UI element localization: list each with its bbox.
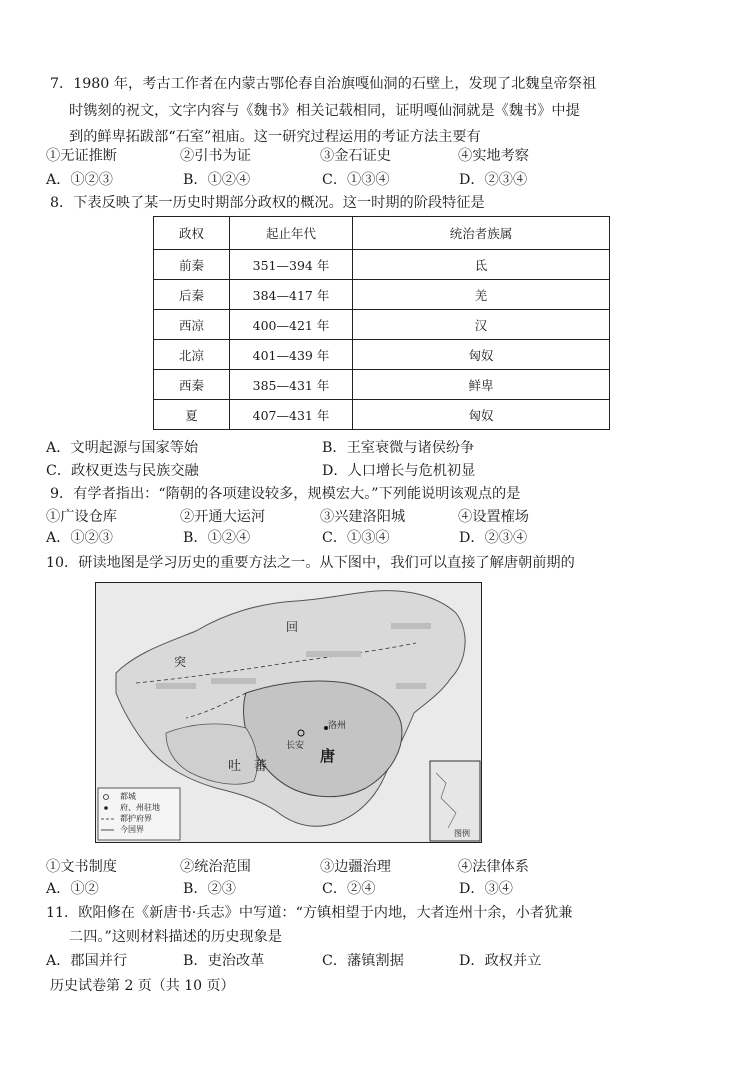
table-cell: 后秦 <box>154 280 230 310</box>
table-row <box>154 370 610 400</box>
q7-item-2: ②引书为证 <box>180 148 251 164</box>
q9-item-4: ④设置榷场 <box>458 509 529 525</box>
q10-line-1: 10．研读地图是学习历史的重要方法之一。从下图中，我们可以直接了解唐朝前期的 <box>46 555 575 571</box>
q8-option-a[interactable]: A．文明起源与国家等始 <box>46 440 199 456</box>
q9-item-1: ①广设仓库 <box>46 509 117 525</box>
q9-item-2: ②开通大运河 <box>180 509 266 525</box>
q9-option-a[interactable]: A．①②③ <box>46 530 113 546</box>
q10-option-c[interactable]: C．②④ <box>322 881 376 897</box>
table-header-row <box>154 217 610 250</box>
map-label-changan: 长安 <box>286 741 305 751</box>
q10-item-3: ③边疆治理 <box>320 859 391 875</box>
q7-option-d[interactable]: D．②③④ <box>459 172 528 188</box>
table-cell: 西凉 <box>154 310 230 340</box>
table-header-cell: 政权 <box>154 217 230 250</box>
q8-option-c[interactable]: C．政权更迭与民族交融 <box>46 463 199 479</box>
q9-option-b[interactable]: B．①②④ <box>183 530 251 546</box>
q7-line-3: 到的鲜卑拓跋部“石室”祖庙。这一研究过程运用的考证方法主要有 <box>69 129 481 145</box>
q11-option-c[interactable]: C．藩镇割据 <box>322 953 404 969</box>
legend-capital: 都城 <box>120 792 136 801</box>
q11-line-2: 二四。”这则材料描述的历史现象是 <box>69 929 282 945</box>
table-cell: 351—394 年 <box>230 250 353 280</box>
q7-item-4: ④实地考察 <box>458 148 529 164</box>
table-row <box>154 400 610 430</box>
q8-option-d[interactable]: D．人口增长与危机初显 <box>322 463 476 479</box>
regimes-table <box>153 216 610 430</box>
q9-option-d[interactable]: D．②③④ <box>459 530 528 546</box>
table-cell: 407—431 年 <box>230 400 353 430</box>
map-label-tubo: 吐 蕃 <box>228 759 268 774</box>
table-cell: 氐 <box>353 250 610 280</box>
q9-line-1: 9．有学者指出：“隋朝的各项建设较多，规模宏大。”下列能说明该观点的是 <box>50 486 521 502</box>
table-cell: 汉 <box>353 310 610 340</box>
q7-option-a[interactable]: A．①②③ <box>46 172 113 188</box>
q7-line-2: 时镌刻的祝文，文字内容与《魏书》相关记载相同，证明嘎仙洞就是《魏书》中提 <box>69 103 580 119</box>
table-row <box>154 280 610 310</box>
legend-modern-border: 今国界 <box>120 825 144 834</box>
table-cell: 384—417 年 <box>230 280 353 310</box>
table-cell: 385—431 年 <box>230 370 353 400</box>
table-cell: 401—439 年 <box>230 340 353 370</box>
map-label-luozhou: 洛州 <box>328 721 347 731</box>
q9-option-c[interactable]: C．①③④ <box>322 530 390 546</box>
map-label-tujue: 突 <box>174 655 187 669</box>
table-row <box>154 250 610 280</box>
q7-item-3: ③金石证史 <box>320 148 391 164</box>
q7-line-1: 7．1980 年，考古工作者在内蒙古鄂伦春自治旗嘎仙洞的石壁上，发现了北魏皇帝祭祖 <box>50 76 597 92</box>
legend-prefecture: 府、州驻地 <box>120 803 160 812</box>
q11-option-b[interactable]: B．吏治改革 <box>183 953 265 969</box>
q10-option-b[interactable]: B．②③ <box>183 881 236 897</box>
q7-item-1: ①无证推断 <box>46 148 117 164</box>
map-label-tang: 唐 <box>320 747 336 765</box>
q8-line-1: 8．下表反映了某一历史时期部分政权的概况。这一时期的阶段特征是 <box>50 195 485 211</box>
q11-line-1: 11．欧阳修在《新唐书·兵志》中写道：“方镇相望于内地，大者连州十余，小者犹兼 <box>46 905 573 921</box>
table-cell: 羌 <box>353 280 610 310</box>
map-label-inset: 图例 <box>454 829 470 838</box>
table-cell: 前秦 <box>154 250 230 280</box>
table-cell: 匈奴 <box>353 340 610 370</box>
table-cell: 西秦 <box>154 370 230 400</box>
map-label-huihe: 回 <box>286 620 299 634</box>
table-header-cell: 起止年代 <box>230 217 353 250</box>
q9-item-3: ③兴建洛阳城 <box>320 509 406 525</box>
q10-item-4: ④法律体系 <box>458 859 529 875</box>
q7-option-c[interactable]: C．①③④ <box>322 172 390 188</box>
q10-item-1: ①文书制度 <box>46 859 117 875</box>
q7-option-b[interactable]: B．①②④ <box>183 172 251 188</box>
tang-map <box>95 582 482 843</box>
q10-option-d[interactable]: D．③④ <box>459 881 513 897</box>
q10-item-2: ②统治范围 <box>180 859 251 875</box>
table-cell: 鲜卑 <box>353 370 610 400</box>
table-cell: 匈奴 <box>353 400 610 430</box>
table-header-cell: 统治者族属 <box>353 217 610 250</box>
q11-option-a[interactable]: A．郡国并行 <box>46 953 128 969</box>
page-footer: 历史试卷第 2 页（共 10 页） <box>50 978 235 994</box>
table-row <box>154 310 610 340</box>
table-cell: 夏 <box>154 400 230 430</box>
q10-option-a[interactable]: A．①② <box>46 881 99 897</box>
table-cell: 400—421 年 <box>230 310 353 340</box>
legend-protectorate-border: 都护府界 <box>120 814 152 823</box>
table-cell: 北凉 <box>154 340 230 370</box>
q8-option-b[interactable]: B．王室衰微与诸侯纷争 <box>322 440 475 456</box>
table-row <box>154 340 610 370</box>
q11-option-d[interactable]: D．政权并立 <box>459 953 542 969</box>
